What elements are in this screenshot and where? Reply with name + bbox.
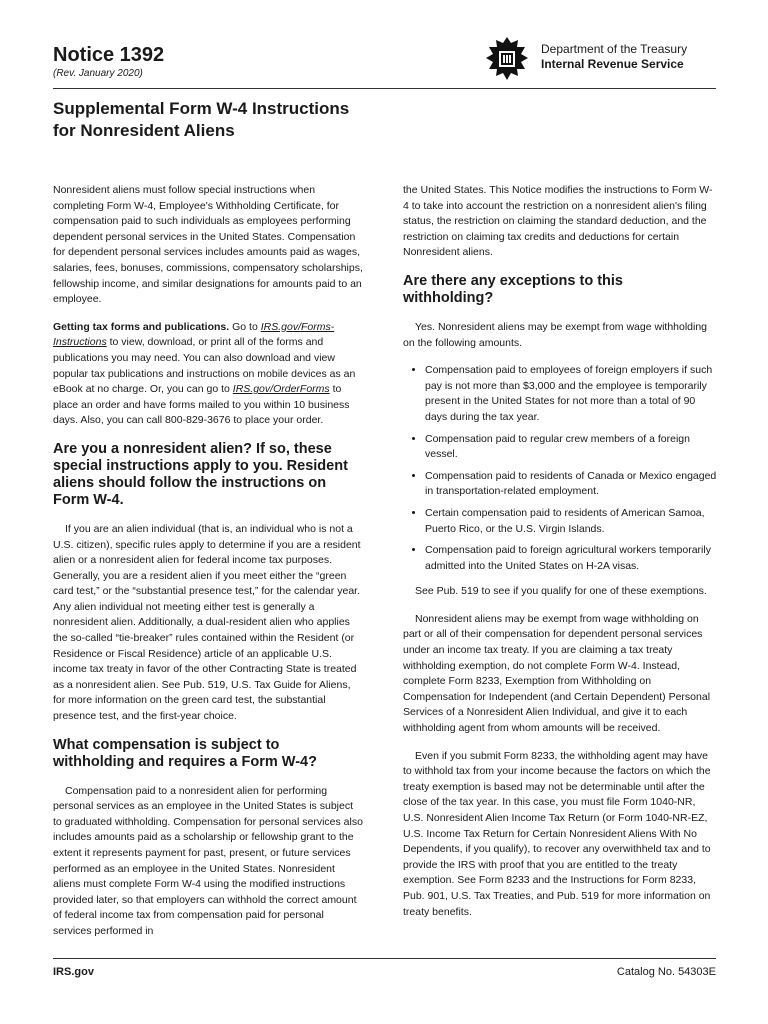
- document-title: [53, 98, 493, 142]
- right-column: [403, 183, 717, 932]
- exceptions-heading: Are there any exceptions to this withholding?: [403, 272, 623, 306]
- footer-website: IRS.gov: [53, 966, 94, 978]
- getting-forms-lead: Getting tax forms and publications.: [53, 320, 230, 333]
- intro-paragraph: Nonresident aliens must follow special instructions when completing Form W-4, Employee's Withholding Certificate, for compensation paid to such individuals as employees performing dependent personal services in the United States. Compensation for dependent personal services includes amounts paid as wages, salaries, fees, bonuses, commissions, compensatory scholarships, fellowship income, and similar designations for amounts paid to an employee.: [53, 184, 363, 306]
- department-block: [541, 42, 687, 72]
- treaty-paragraph: Nonresident aliens may be exempt from wage withholding on part or all of their compensation for dependent personal services under an income tax treaty. If you are claiming a tax treaty withholding exemption, do not complete Form W-4. Instead, complete Form 8233, Exemption from Withholding on Compensation for Independent (and Certain Dependent) Personal Services of a Nonresident Alien Individual, and give it to each withholding agent from whom amounts will be received.: [403, 612, 711, 735]
- exceptions-list: [403, 363, 717, 574]
- header-rule: [53, 88, 716, 89]
- catalog-number: Catalog No. 54303E: [616, 966, 716, 978]
- footer-rule: [53, 958, 716, 959]
- see-pub-paragraph: See Pub. 519 to see if you qualify for one of these exemptions.: [415, 585, 707, 598]
- getting-forms-text-1: Go to: [232, 320, 258, 333]
- yes-paragraph: Yes. Nonresident aliens may be exempt from wage withholding on the following amounts.: [403, 320, 708, 349]
- list-item: • Compensation paid to residents of Canada or Mexico engaged in transportation-related employment.: [425, 469, 717, 500]
- compensation-paragraph: Compensation paid to a nonresident alien for performing personal services as an employee in the United States is subject to graduated withholding. Compensation for personal services also includes amounts paid as a scholarship or fellowship grant to the extent it represents payment for past, present, or future services performed as an employee in the United States. Nonresident aliens must complete Form W-4 using the modified instructions provided later, so that employers can withhold the correct amount of federal income tax from compensation paid for personal services performed in: [53, 784, 363, 937]
- getting-forms-text-3: to place an order and have forms mailed to you within 10 business days. Also, you can call 800-829-3676 to place your order.: [53, 383, 350, 427]
- list-item: • Certain compensation paid to residents of American Samoa, Puerto Rico, or the U.S. Virgin Islands.: [425, 506, 717, 537]
- irs-eagle-logo: [482, 34, 532, 84]
- compensation-heading: What compensation is subject to withholding and requires a Form W-4?: [53, 736, 317, 770]
- agency-name: Internal Revenue Service: [541, 57, 684, 71]
- alien-paragraph: If you are an alien individual (that is, an individual who is not a U.S. citizen), specific rules apply to determine if you are a resident alien or a nonresident alien for federal income tax purposes. Generally, you are a resident alien if you meet either the “green card test,” or the “substantial presence test,” for the calendar year. Any alien individual not meeting either test is generally a nonresident alien. Additionally, a dual-resident alien who applies the so-called “tie-breaker” rules contained within the Resident (or Residence or Fiscal Residence) article of an applicable U.S. income tax treaty in favor of the other Contracting State is treated as a nonresident alien. See Pub. 519, U.S. Tax Guide for Aliens, for more information on the green card test, the substantial presence test, and the first-year choice.: [53, 522, 361, 723]
- order-forms-link[interactable]: IRS.gov/OrderForms: [232, 383, 330, 396]
- department-name: Department of the Treasury: [541, 42, 688, 56]
- forms-instructions-link[interactable]: IRS.gov/Forms-Instructions: [53, 320, 335, 349]
- list-item: • Compensation paid to employees of foreign employers if such pay is not more than $3,000 and the employee is temporarily present in the United States for not more than a total of 90 days during the tax year.: [425, 363, 717, 425]
- document-title-line1: Supplemental Form W-4 Instructions: [53, 99, 350, 118]
- getting-forms-text-2: to view, download, or print all of the forms and publications you may need. You can also download and view popular tax publications and instructions on mobile devices as an eBook at no charge. Or, you can go to: [53, 336, 356, 396]
- list-item: • Compensation paid to foreign agricultural workers temporarily admitted into the United States on H-2A visas.: [425, 543, 717, 574]
- nonresident-alien-heading: Are you a nonresident alien? If so, these special instructions apply to you. Resident aliens should follow the instructions on Form W-4.: [53, 440, 348, 508]
- getting-forms-paragraph: [53, 320, 363, 429]
- continuation-paragraph: the United States. This Notice modifies the instructions to Form W-4 to take into account the restriction on a nonresident alien's filing status, the restriction on claiming the standard deduction, and the restriction on claiming tax credits and deductions for certain Nonresident aliens.: [403, 184, 713, 259]
- left-column: [53, 183, 363, 952]
- document-title-line2: for Nonresident Aliens: [53, 121, 235, 140]
- revision-date: (Rev. January 2020): [53, 68, 143, 79]
- notice-title: Notice 1392: [53, 44, 165, 66]
- list-item: • Compensation paid to regular crew members of a foreign vessel.: [425, 432, 717, 463]
- form-8233-paragraph: Even if you submit Form 8233, the withholding agent may have to withhold tax from your income because the factors on which the treaty exemption is based may not be determinable until after the close of the tax year. In this case, you must file Form 1040-NR, U.S. Nonresident Alien Income Tax Return (or Form 1040-NR-EZ, U.S. Income Tax Return for Certain Nonresident Aliens With No Dependents, if you qualify), to recover any overwithheld tax and to provide the IRS with proof that you are entitled to the treaty exemption. See Form 8233 and the Instructions for Form 8233, Pub. 901, U.S. Tax Treaties, and Pub. 519 for more information on treaty benefits.: [403, 749, 711, 918]
